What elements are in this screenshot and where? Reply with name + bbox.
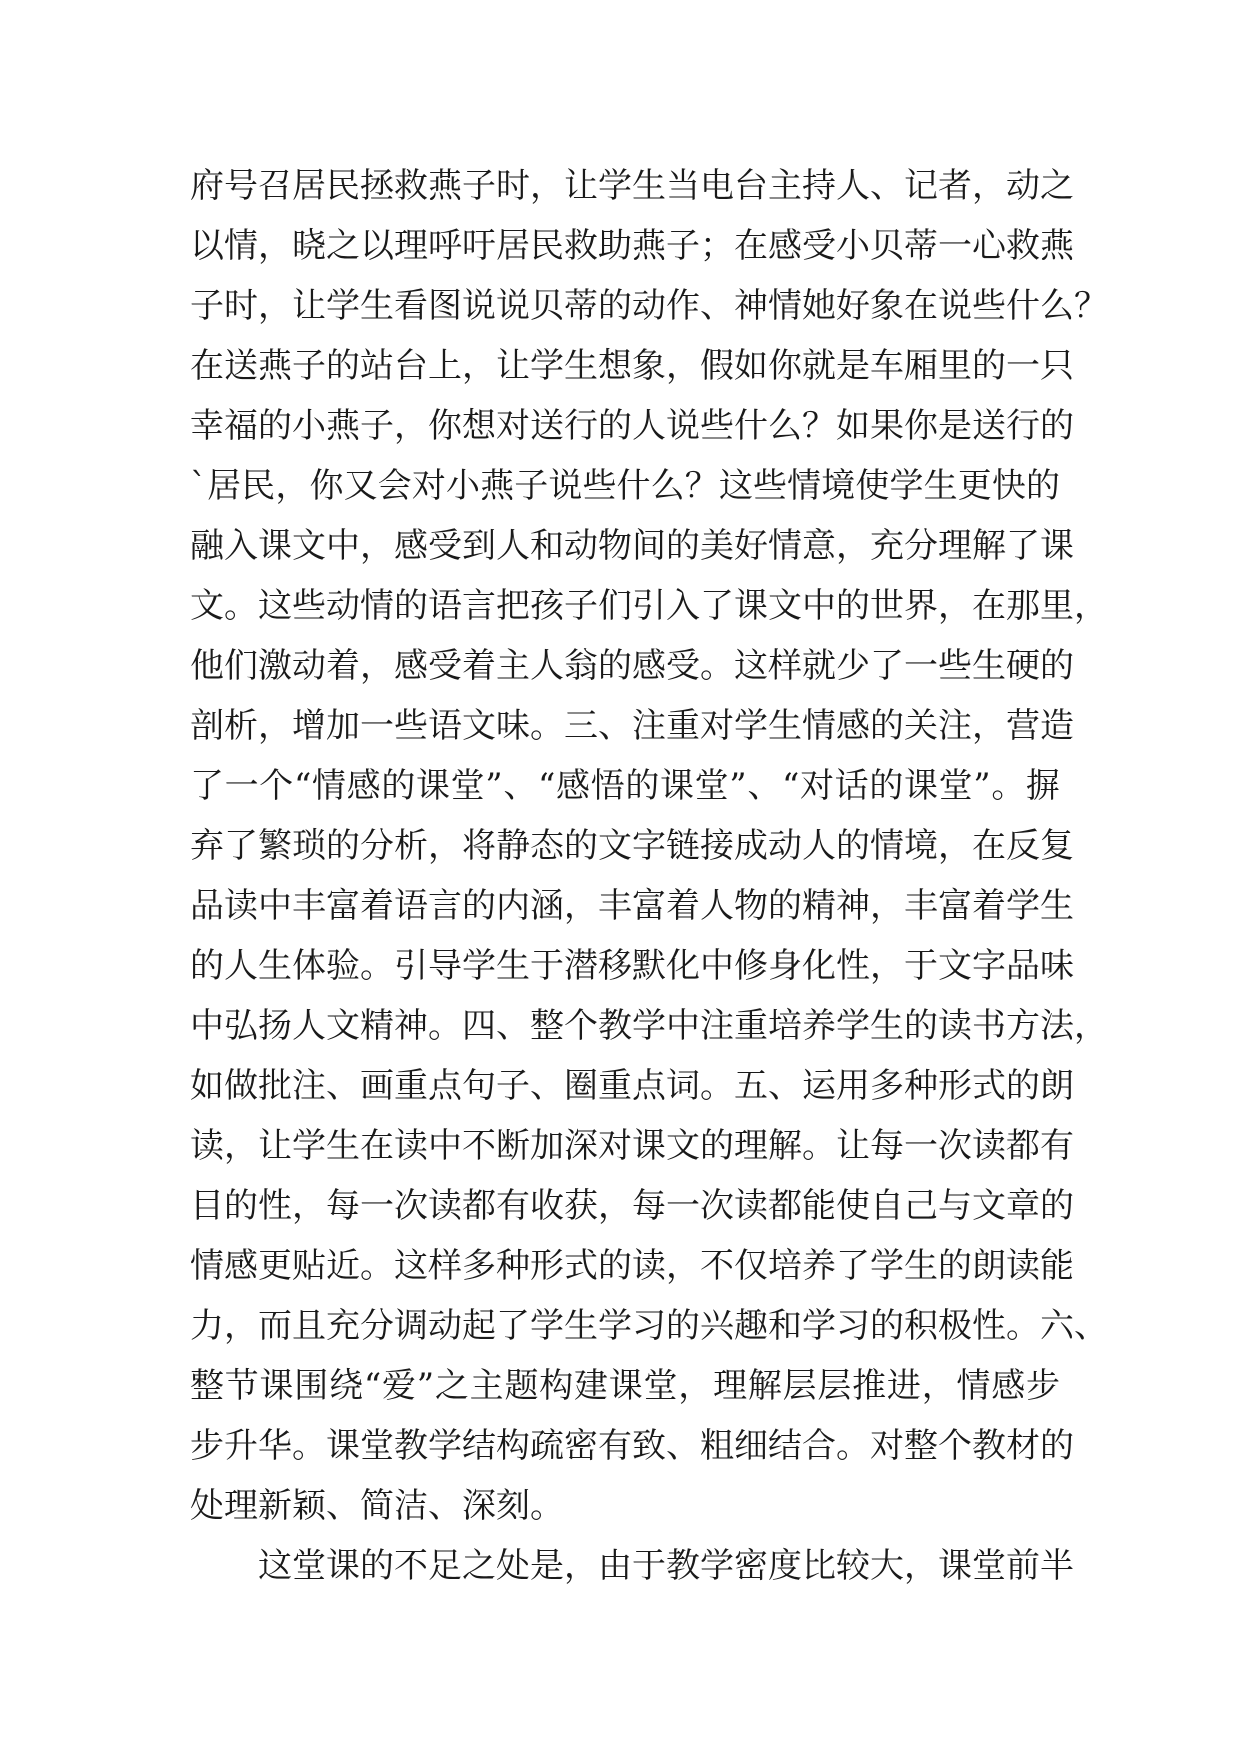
text-line: 弃了繁琐的分析，将静态的文字链接成动人的情境，在反复 xyxy=(190,826,1074,866)
paragraph-end-line: 处理新颖、简洁、深刻。 xyxy=(190,1486,564,1526)
text-line: `居民，你又会对小燕子说些什么？这些情境使学生更快的 xyxy=(190,466,1060,506)
text-line: 读，让学生在读中不断加深对课文的理解。让每一次读都有 xyxy=(190,1126,1074,1166)
text-line: 的人生体验。引导学生于潜移默化中修身化性，于文字品味 xyxy=(190,946,1074,986)
text-line: 步升华。课堂教学结构疏密有致、粗细结合。对整个教材的 xyxy=(190,1426,1074,1466)
text-line: 幸福的小燕子，你想对送行的人说些什么？如果你是送行的 xyxy=(190,406,1074,446)
text-line: 力，而且充分调动起了学生学习的兴趣和学习的积极性。六、 xyxy=(190,1306,1108,1346)
text-line: 子时，让学生看图说说贝蒂的动作、神情她好象在说些什么？ xyxy=(190,286,1108,326)
text-line: 品读中丰富着语言的内涵，丰富着人物的精神，丰富着学生 xyxy=(190,886,1074,926)
text-line: 他们激动着，感受着主人翁的感受。这样就少了一些生硬的 xyxy=(190,646,1074,686)
text-line: 府号召居民拯救燕子时，让学生当电台主持人、记者，动之 xyxy=(190,166,1074,206)
paragraph-start-line: 这堂课的不足之处是，由于教学密度比较大，课堂前半 xyxy=(258,1546,1074,1586)
text-line: 了一个“情感的课堂”、“感悟的课堂”、“对话的课堂”。摒 xyxy=(190,766,1060,806)
text-line: 如做批注、画重点句子、圈重点词。五、运用多种形式的朗 xyxy=(190,1066,1074,1106)
text-line: 以情，晓之以理呼吁居民救助燕子；在感受小贝蒂一心救燕 xyxy=(190,226,1074,266)
text-line: 中弘扬人文精神。四、整个教学中注重培养学生的读书方法， xyxy=(190,1006,1108,1046)
text-line: 文。这些动情的语言把孩子们引入了课文中的世界，在那里， xyxy=(190,586,1108,626)
text-line: 剖析，增加一些语文味。三、注重对学生情感的关注，营造 xyxy=(190,706,1074,746)
body-text xyxy=(190,156,1108,1596)
text-line: 融入课文中，感受到人和动物间的美好情意，充分理解了课 xyxy=(190,526,1074,566)
text-line: 整节课围绕“爱”之主题构建课堂，理解层层推进，情感步 xyxy=(190,1366,1060,1406)
text-line: 情感更贴近。这样多种形式的读，不仅培养了学生的朗读能 xyxy=(190,1246,1074,1286)
text-line: 目的性，每一次读都有收获，每一次读都能使自己与文章的 xyxy=(190,1186,1074,1226)
text-line: 在送燕子的站台上，让学生想象，假如你就是车厢里的一只 xyxy=(190,346,1074,386)
